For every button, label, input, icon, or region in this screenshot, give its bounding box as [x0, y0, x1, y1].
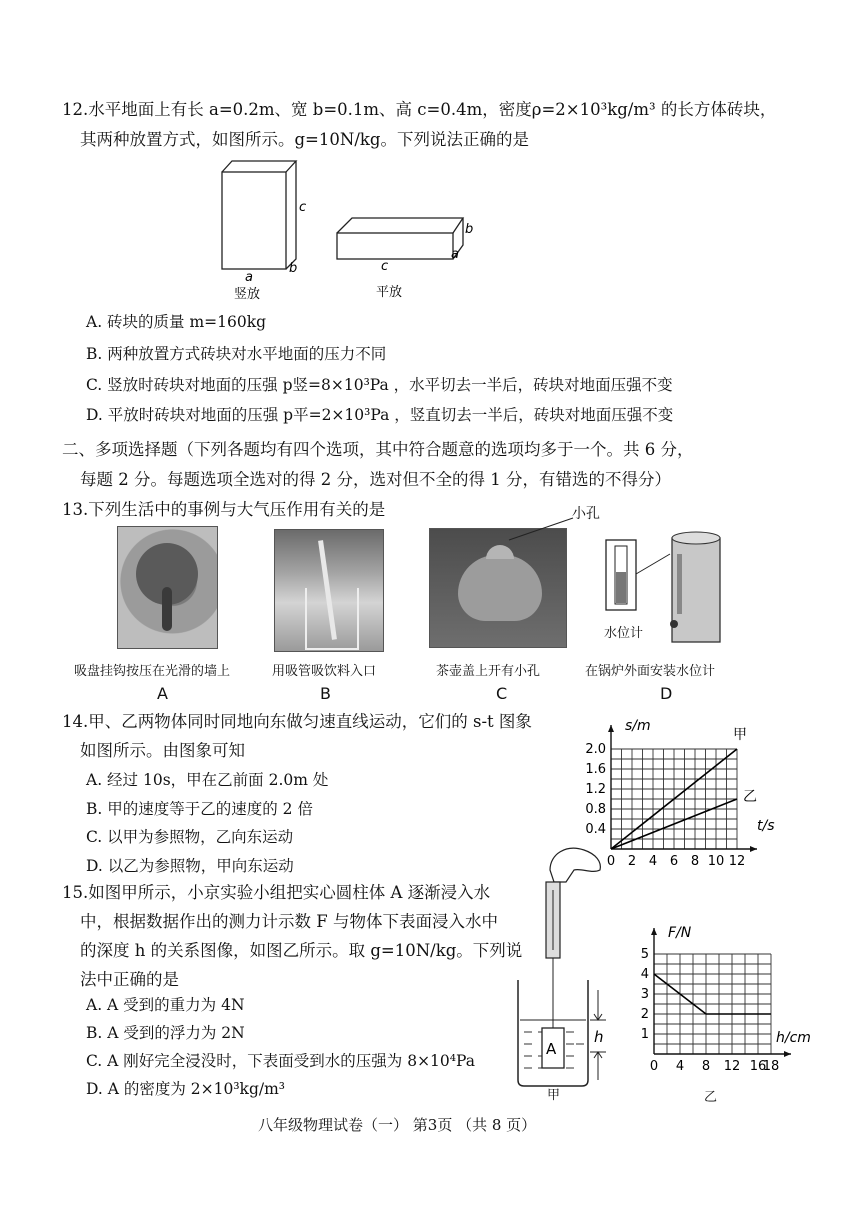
q13-caption-c: 茶壶盖上开有小孔	[436, 664, 541, 679]
y-tick-label: 1	[640, 1027, 649, 1042]
y-tick-label: 1.2	[585, 782, 606, 797]
x-tick-label: 8	[701, 1059, 711, 1074]
y-tick-label: 0.4	[585, 822, 606, 837]
q13-stem: 13.下列生活中的事例与大气压作用有关的是	[62, 500, 386, 519]
q13-letter-b: B	[320, 684, 331, 703]
brick-figure	[200, 155, 500, 305]
q15-option-c: C. A 刚好完全浸没时，下表面受到水的压强为 8×10⁴Pa	[86, 1052, 475, 1070]
depth-h-label: h	[594, 1028, 604, 1046]
flat-brick-a-label: a	[451, 247, 459, 262]
x-tick-label: 10	[707, 854, 725, 869]
yi-caption: 乙	[704, 1090, 718, 1105]
y-axis-label: F/N	[668, 925, 692, 941]
hand-shape	[550, 848, 600, 882]
flat-brick-b-label: b	[465, 222, 474, 237]
vertical-brick-c-label: c	[299, 200, 307, 215]
x-tick-label: 6	[669, 854, 679, 869]
q12-stem-line2: 其两种放置方式，如图所示。g=10N/kg。下列说法正确的是	[80, 130, 529, 149]
y-tick-label: 2.0	[585, 742, 606, 757]
y-tick-label: 2	[640, 1007, 649, 1022]
vertical-brick-b-label: b	[289, 261, 298, 276]
teapot-body	[458, 555, 542, 621]
flat-caption: 平放	[376, 285, 403, 300]
q13-caption-d: 在锅炉外面安装水位计	[585, 664, 716, 679]
x-tick-label: 8	[690, 854, 700, 869]
y-tick-label: 4	[640, 967, 649, 982]
x-axis-label: h/cm	[776, 1030, 811, 1046]
page-footer: 八年级物理试卷（一） 第3页 （共 8 页）	[258, 1116, 537, 1134]
q15-option-d: D. A 的密度为 2×10³kg/m³	[86, 1080, 286, 1098]
q13-caption-a: 吸盘挂钩按压在光滑的墙上	[74, 664, 231, 679]
x-tick-label: 12	[723, 1059, 741, 1074]
q12-option-c: C. 竖放时砖块对地面的压强 p竖=8×10³Pa ，水平切去一半后，砖块对地面压强不变	[86, 376, 673, 394]
jia-caption: 甲	[547, 1088, 561, 1103]
y-tick-label: 0.8	[585, 802, 606, 817]
q12-option-a: A. 砖块的质量 m=160kg	[86, 313, 267, 331]
q14-option-a: A. 经过 10s，甲在乙前面 2.0m 处	[86, 771, 329, 789]
x-axis-arrow	[750, 846, 757, 852]
x-tick-label: 2	[627, 854, 637, 869]
vertical-brick-a-label: a	[245, 270, 253, 285]
x-tick-label: 12	[728, 854, 746, 869]
x-tick-label: 4	[675, 1059, 685, 1074]
q14-stem-line1: 14.甲、乙两物体同时同地向东做匀速直线运动，它们的 s-t 图象	[62, 712, 532, 731]
x-axis-label: t/s	[757, 818, 775, 834]
q13-letter-c: C	[496, 684, 508, 703]
q14-option-c: C. 以甲为参照物，乙向东运动	[86, 828, 294, 846]
jia-apparatus-figure	[510, 840, 620, 1100]
f-h-chart	[630, 920, 820, 1078]
x-tick-label: 16	[749, 1059, 767, 1074]
x-tick-label: 0	[649, 1059, 659, 1074]
gauge-label: 水位计	[604, 626, 644, 641]
q13-letter-a: A	[157, 684, 168, 703]
section2-line2: 每题 2 分。每题选项全选对的得 2 分，选对但不全的得 1 分，有错选的不得分）	[80, 470, 671, 489]
q12-option-b: B. 两种放置方式砖块对水平地面的压力不同	[86, 345, 387, 363]
q14-stem-line2: 如图所示。由图象可知	[80, 741, 245, 760]
q12-stem-line1: 12.水平地面上有长 a=0.2m、宽 b=0.1m、高 c=0.4m，密度ρ=2×10³kg/m³ 的长方体砖块，	[62, 100, 777, 119]
y-axis-label: s/m	[625, 718, 651, 734]
series-name-label: 乙	[743, 789, 757, 805]
flat-brick-c-label: c	[381, 259, 389, 274]
q14-option-d: D. 以乙为参照物，甲向东运动	[86, 857, 294, 875]
q13-letter-d: D	[660, 684, 673, 703]
hole-pointer-line	[505, 514, 575, 544]
x-tick-label: 4	[648, 854, 658, 869]
teapot-lid	[486, 545, 514, 559]
photo-c-teapot	[429, 528, 567, 648]
cylinder-a-label: A	[546, 1040, 557, 1058]
x-axis-arrow	[784, 1051, 791, 1057]
hook-shape	[162, 587, 172, 631]
y-tick-label: 1.6	[585, 762, 606, 777]
q14-option-b: B. 甲的速度等于乙的速度的 2 倍	[86, 800, 313, 818]
y-axis-arrow	[651, 928, 657, 935]
flat-brick	[337, 218, 463, 259]
vertical-caption: 竖放	[234, 287, 261, 302]
x-tick-label: 0	[606, 854, 616, 869]
glass-shape	[305, 588, 359, 650]
y-tick-label: 3	[640, 987, 649, 1002]
vertical-brick	[222, 161, 296, 269]
x-tick-label: 18	[762, 1059, 780, 1074]
q15-stem-line1: 15.如图甲所示，小京实验小组把实心圆柱体 A 逐渐浸入水	[62, 883, 491, 902]
q15-stem-line3: 的深度 h 的关系图像，如图乙所示。取 g=10N/kg。下列说	[80, 941, 523, 960]
y-tick-label: 5	[640, 947, 649, 962]
photo-a-suction-hook	[117, 526, 218, 649]
section2-line1: 二、多项选择题（下列各题均有四个选项，其中符合题意的选项均多于一个。共 6 分，	[62, 440, 694, 459]
q15-option-b: B. A 受到的浮力为 2N	[86, 1024, 245, 1042]
hole-label: 小孔	[572, 506, 600, 522]
q12-option-d: D. 平放时砖块对地面的压强 p平=2×10³Pa ，竖直切去一半后，砖块对地面压强不变	[86, 406, 674, 424]
y-axis-arrow	[608, 725, 614, 732]
photo-b-straw-drink	[274, 529, 384, 652]
q15-stem-line4: 法中正确的是	[80, 970, 179, 989]
series-name-label: 甲	[733, 727, 747, 743]
q13-caption-b: 用吸管吸饮料入口	[272, 664, 377, 679]
q15-option-a: A. A 受到的重力为 4N	[86, 996, 245, 1014]
q15-stem-line2: 中，根据数据作出的测力计示数 F 与物体下表面浸入水中	[80, 912, 498, 931]
